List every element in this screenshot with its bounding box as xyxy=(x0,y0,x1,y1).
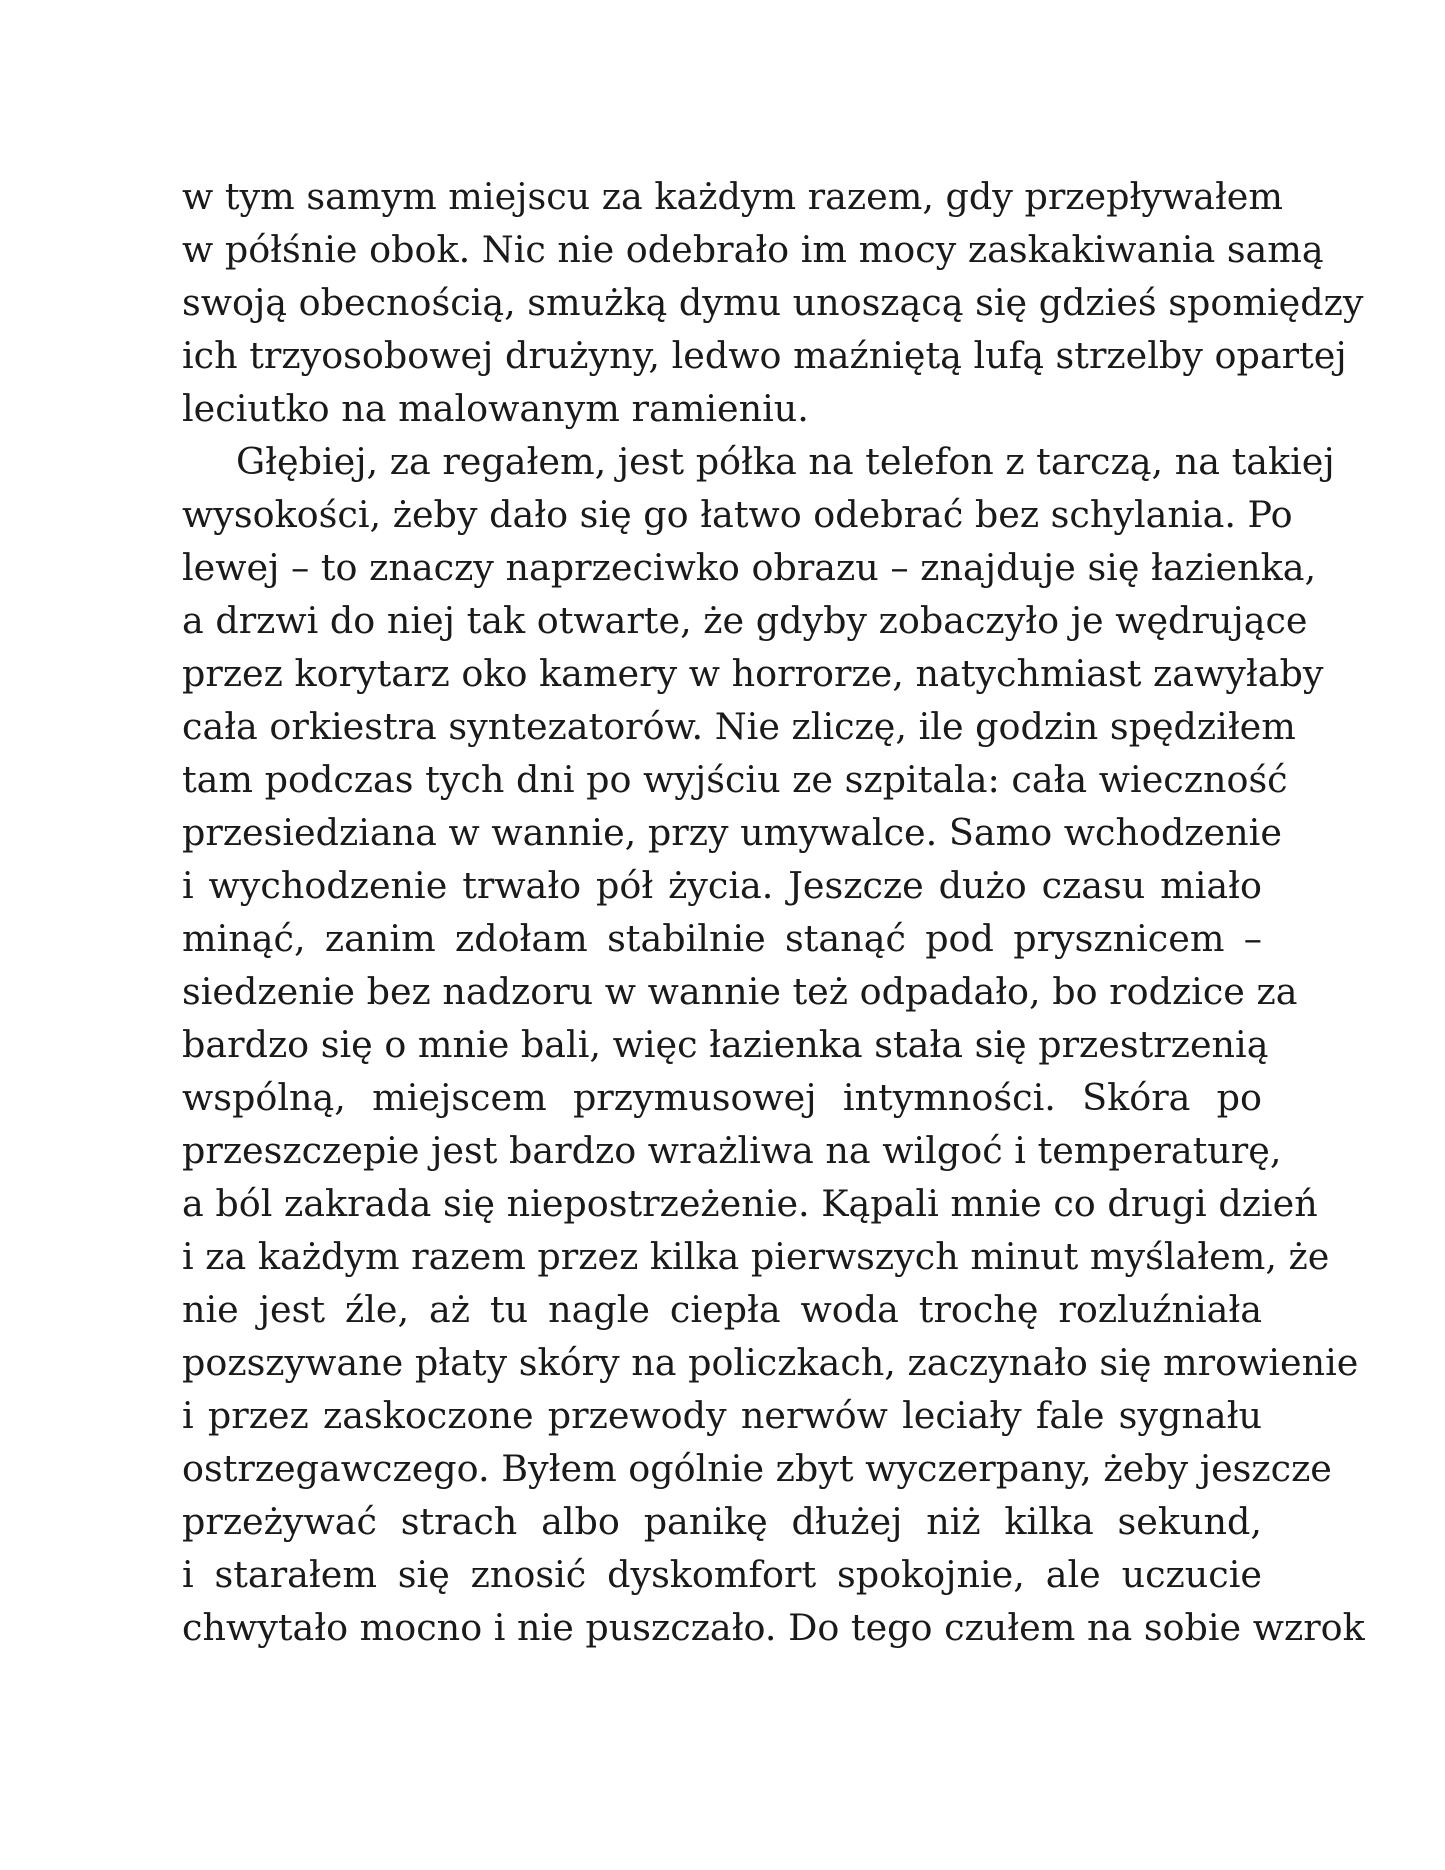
text-line: i przez zaskoczone przewody nerwów leciały fale sygnału xyxy=(182,1394,1262,1437)
text-line: przeżywać strach albo panikę dłużej niż kilka sekund, xyxy=(182,1500,1262,1543)
text-line: pozszywane płaty skóry na policzkach, zaczynało się mrowienie xyxy=(182,1341,1359,1384)
paragraph-1 xyxy=(182,170,1364,435)
text-line: swoją obecnością, smużką dymu unoszącą się gdzieś spomiędzy xyxy=(182,281,1364,324)
text-line: w półśnie obok. Nic nie odebrało im mocy zaskakiwania samą xyxy=(182,228,1324,271)
text-line: leciutko na malowanym ramieniu. xyxy=(182,387,809,430)
text-line: lewej – to znaczy naprzeciwko obrazu – znajduje się łazienka, xyxy=(182,546,1317,589)
text-line: cała orkiestra syntezatorów. Nie zliczę, ile godzin spędziłem xyxy=(182,705,1296,748)
text-line: wysokości, żeby dało się go łatwo odebrać bez schylania. Po xyxy=(182,493,1293,536)
text-line: przeszczepie jest bardzo wrażliwa na wilgoć i temperaturę, xyxy=(182,1129,1282,1172)
text-line: i za każdym razem przez kilka pierwszych minut myślałem, że xyxy=(182,1235,1330,1278)
text-line: a drzwi do niej tak otwarte, że gdyby zobaczyło je wędrujące xyxy=(182,599,1308,642)
text-line: i wychodzenie trwało pół życia. Jeszcze dużo czasu miało xyxy=(182,864,1262,907)
text-line: bardzo się o mnie bali, więc łazienka stała się przestrzenią xyxy=(182,1023,1269,1066)
paragraph-2 xyxy=(182,435,1365,1654)
text-line: przesiedziana w wannie, przy umywalce. Samo wchodzenie xyxy=(182,811,1282,854)
text-line: Głębiej, za regałem, jest półka na telefon z tarczą, na takiej xyxy=(236,440,1335,483)
text-line: ostrzegawczego. Byłem ogólnie zbyt wyczerpany, żeby jeszcze xyxy=(182,1447,1332,1490)
text-line: chwytało mocno i nie puszczało. Do tego czułem na sobie wzrok xyxy=(182,1606,1365,1649)
body-text xyxy=(182,170,1365,1654)
text-line: i starałem się znosić dyskomfort spokojnie, ale uczucie xyxy=(182,1553,1262,1596)
text-line: wspólną, miejscem przymusowej intymności. Skóra po xyxy=(182,1076,1262,1119)
text-line: a ból zakrada się niepostrzeżenie. Kąpali mnie co drugi dzień xyxy=(182,1182,1318,1225)
text-line: przez korytarz oko kamery w horrorze, natychmiast zawyłaby xyxy=(182,652,1324,695)
text-line: nie jest źle, aż tu nagle ciepła woda trochę rozluźniała xyxy=(182,1288,1262,1331)
text-line: tam podczas tych dni po wyjściu ze szpitala: cała wieczność xyxy=(182,758,1288,801)
text-line: minąć, zanim zdołam stabilnie stanąć pod prysznicem – xyxy=(182,917,1262,960)
text-line: ich trzyosobowej drużyny, ledwo maźniętą lufą strzelby opartej xyxy=(182,334,1347,377)
text-line: w tym samym miejscu za każdym razem, gdy przepływałem xyxy=(182,175,1283,218)
text-line: siedzenie bez nadzoru w wannie też odpadało, bo rodzice za xyxy=(182,970,1298,1013)
